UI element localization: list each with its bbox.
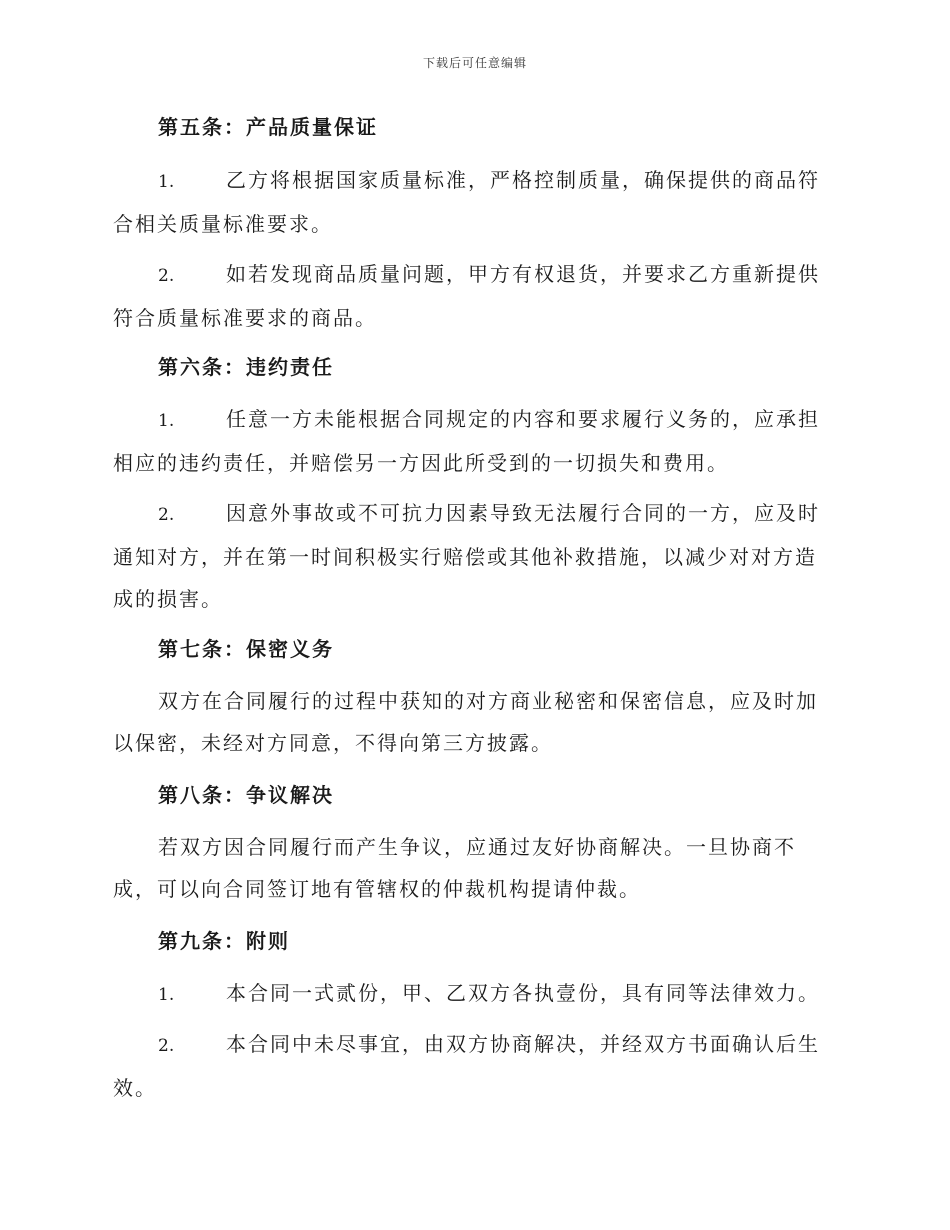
- section-7-paragraph: 双方在合同履行的过程中获知的对方商业秘密和保密信息，应及时加以保密，未经对方同意，不得向第三方披露。: [113, 689, 818, 755]
- section-6-item-1: [113, 398, 833, 484]
- item-text: 本合同一式贰份，甲、乙双方各执壹份，具有同等法律效力。: [226, 981, 820, 1005]
- item-number: 2.: [158, 1036, 175, 1056]
- item-number: 1.: [158, 985, 175, 1005]
- section-heading-5: 第五条：产品质量保证: [158, 115, 378, 139]
- section-8-paragraph: 若双方因合同履行而产生争议，应通过友好协商解决。一旦协商不成，可以向合同签订地有管辖权的仲裁机构提请仲裁。: [113, 835, 796, 901]
- section-5-item-2: [113, 253, 833, 339]
- section-heading-6: 第六条：违约责任: [158, 355, 334, 379]
- item-number: 2.: [158, 505, 175, 525]
- page-header: 下载后可任意编辑: [422, 56, 527, 70]
- item-text: 本合同中未尽事宜，由双方协商解决，并经双方书面确认后生效。: [113, 1032, 820, 1100]
- section-6-item-2: [113, 492, 833, 620]
- item-text: 因意外事故或不可抗力因素导致无法履行合同的一方，应及时通知对方，并在第一时间积极实行赔偿或其他补救措施，以减少对对方造成的损害。: [113, 501, 820, 611]
- section-heading-7: 第七条：保密义务: [158, 637, 334, 661]
- item-text: 任意一方未能根据合同规定的内容和要求履行义务的，应承担相应的违约责任，并赔偿另一方因此所受到的一切损失和费用。: [113, 407, 820, 475]
- section-5-item-1: [113, 159, 833, 245]
- item-text: 如若发现商品质量问题，甲方有权退货，并要求乙方重新提供符合质量标准要求的商品。: [113, 262, 820, 330]
- item-number: 1.: [158, 411, 175, 431]
- section-heading-8: 第八条：争议解决: [158, 783, 334, 807]
- section-heading-9: 第九条：附则: [158, 929, 290, 953]
- item-text: 乙方将根据国家质量标准，严格控制质量，确保提供的商品符合相关质量标准要求。: [113, 168, 820, 236]
- item-number: 1.: [158, 172, 175, 192]
- section-9-item-2: [113, 1023, 833, 1109]
- item-number: 2.: [158, 266, 175, 286]
- section-9-item-1: [113, 972, 833, 1016]
